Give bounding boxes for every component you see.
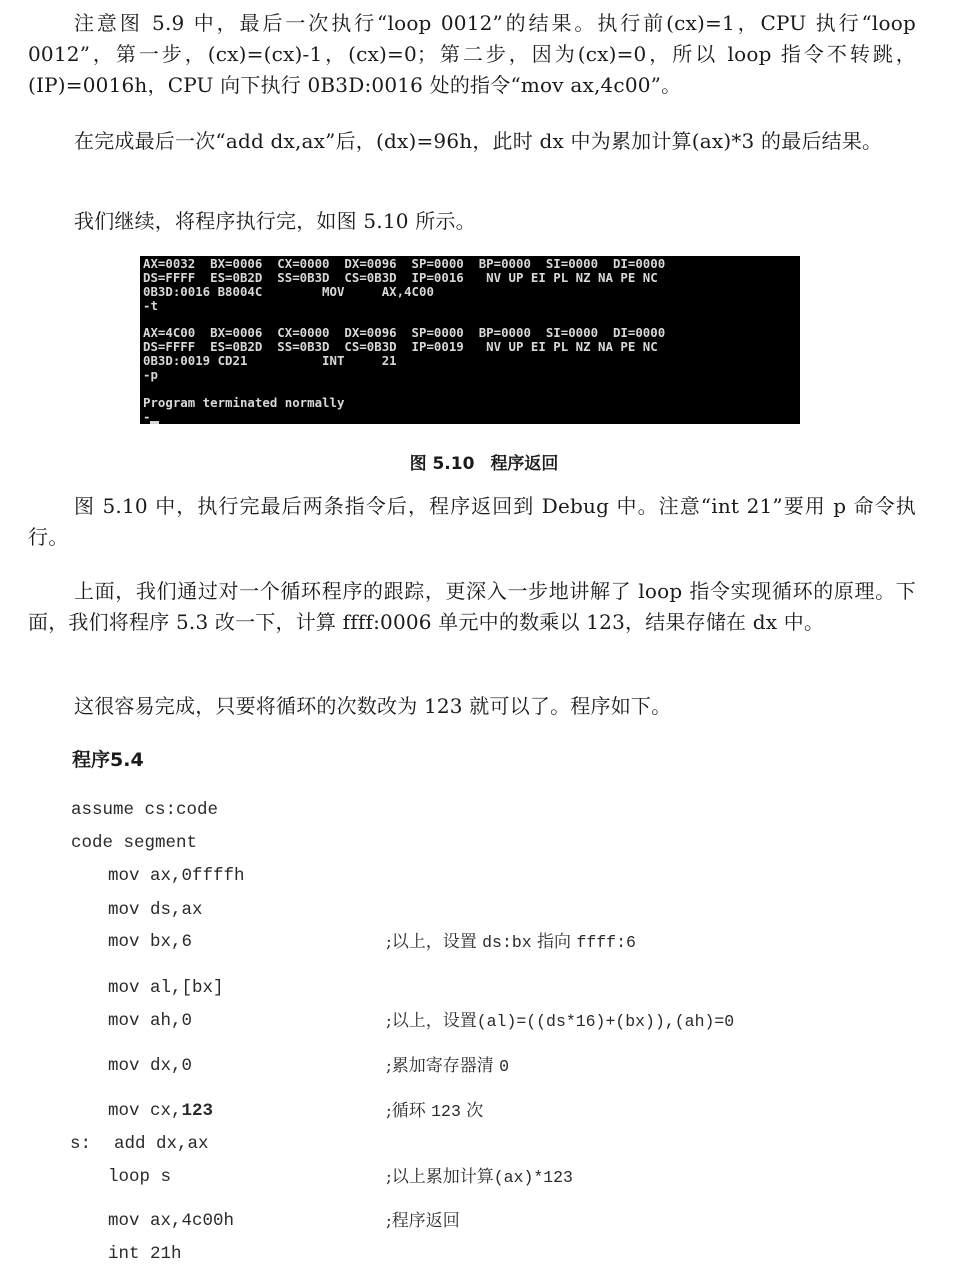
paragraph-continue: 我们继续，将程序执行完，如图 5.10 所示。: [74, 209, 476, 233]
comment-code: ffff:6: [576, 933, 636, 952]
console-prompt: -: [143, 409, 151, 424]
figure-title: 程序返回: [490, 454, 559, 474]
code-line: [108, 1098, 213, 1124]
paragraph-loop-result: 注意图 5.9 中，最后一次执行“loop 0012”的结果。执行前(cx)=1，CPU 执行“loop 0012”，第一步，(cx)=(cx)-1，(cx)=0；第二步，因为(cx)=0，所以 loop 指令不转跳，(IP)=0016h，CPU 向下执行 0B3D:0016 处的指令“mov ax,4c00”。: [28, 11, 916, 97]
console-line: AX=4C00 BX=0006 CX=0000 DX=0096 SP=0000 BP=0000 SI=0000 DI=0000: [143, 326, 666, 341]
console-line: [143, 313, 797, 327]
code-line: mov bx,6: [108, 932, 193, 952]
paragraph-loop-principle: 上面，我们通过对一个循环程序的跟踪，更深入一步地讲解了 loop 指令实现循环的原理。下面，我们将程序 5.3 改一下，计算 ffff:0006 单元中的数乘以 123，结果存储在 dx 中。: [28, 579, 916, 634]
comment-code: 123: [431, 1102, 461, 1121]
code-line: mov ax,0ffffh: [108, 866, 245, 886]
code-line: code segment: [71, 833, 198, 853]
console-line: 0B3D:0019 CD21 INT 21: [143, 354, 397, 369]
code-comment: [386, 1008, 734, 1034]
code-bold-number: 123: [181, 1101, 214, 1121]
comment-text: ;累加寄存器清: [386, 1056, 500, 1076]
comment-code: ds:bx: [482, 933, 532, 952]
console-line: -p: [143, 368, 158, 383]
code-line: assume cs:code: [71, 800, 219, 820]
debug-console-screenshot: [140, 256, 800, 424]
code-comment: ;程序返回: [386, 1211, 460, 1231]
program-title: 程序5.4: [72, 749, 144, 771]
paragraph-add-result: 在完成最后一次“add dx,ax”后，(dx)=96h，此时 dx 中为累加计算(ax)*3 的最后结果。: [74, 129, 883, 153]
code-comment: [386, 929, 636, 955]
console-line: 0B3D:0016 B8004C MOV AX,4C00: [143, 284, 434, 299]
console-line: -t: [143, 298, 158, 313]
console-cursor: [150, 421, 159, 424]
code-line: mov al,[bx]: [108, 978, 224, 998]
code-line: mov dx,0: [108, 1056, 193, 1076]
code-line: mov ds,ax: [108, 900, 203, 920]
console-line: DS=FFFF ES=0B2D SS=0B3D CS=0B3D IP=0019 NV UP EI PL NZ NA PE NC: [143, 340, 658, 355]
code-label: s:: [70, 1134, 92, 1154]
paragraph-debug-return: 图 5.10 中，执行完最后两条指令后，程序返回到 Debug 中。注意“int 21”要用 p 命令执行。: [28, 494, 916, 549]
figure-caption: [0, 449, 968, 474]
code-comment: [386, 1098, 483, 1124]
comment-text: ;循环: [386, 1101, 432, 1121]
console-prompt-line: [143, 410, 797, 424]
comment-code: (al)=((ds*16)+(bx)),(ah)=0: [476, 1012, 735, 1031]
code-comment: [386, 1164, 573, 1190]
comment-text: ;以上，设置: [386, 932, 483, 952]
comment-code: 0: [499, 1057, 510, 1076]
code-text: mov cx,: [108, 1101, 182, 1121]
code-line: add dx,ax: [114, 1134, 209, 1154]
comment-text: 次: [460, 1101, 484, 1121]
comment-code: (ax)*123: [493, 1168, 573, 1187]
console-line: Program terminated normally: [143, 395, 345, 410]
code-line: loop s: [108, 1167, 172, 1187]
comment-text: ;以上累加计算: [386, 1167, 494, 1187]
comment-text: ;以上，设置: [386, 1011, 477, 1031]
console-line: [143, 382, 797, 396]
figure-number: 图 5.10: [409, 454, 475, 474]
console-line: AX=0032 BX=0006 CX=0000 DX=0096 SP=0000 BP=0000 SI=0000 DI=0000: [143, 257, 666, 271]
code-line: int 21h: [108, 1244, 182, 1264]
console-line: DS=FFFF ES=0B2D SS=0B3D CS=0B3D IP=0016 NV UP EI PL NZ NA PE NC: [143, 270, 658, 285]
code-line: mov ah,0: [108, 1011, 193, 1031]
paragraph-easy: 这很容易完成，只要将循环的次数改为 123 就可以了。程序如下。: [74, 694, 672, 718]
code-comment: [386, 1053, 509, 1079]
code-line: mov ax,4c00h: [108, 1211, 235, 1231]
comment-text: 指向: [531, 932, 577, 952]
